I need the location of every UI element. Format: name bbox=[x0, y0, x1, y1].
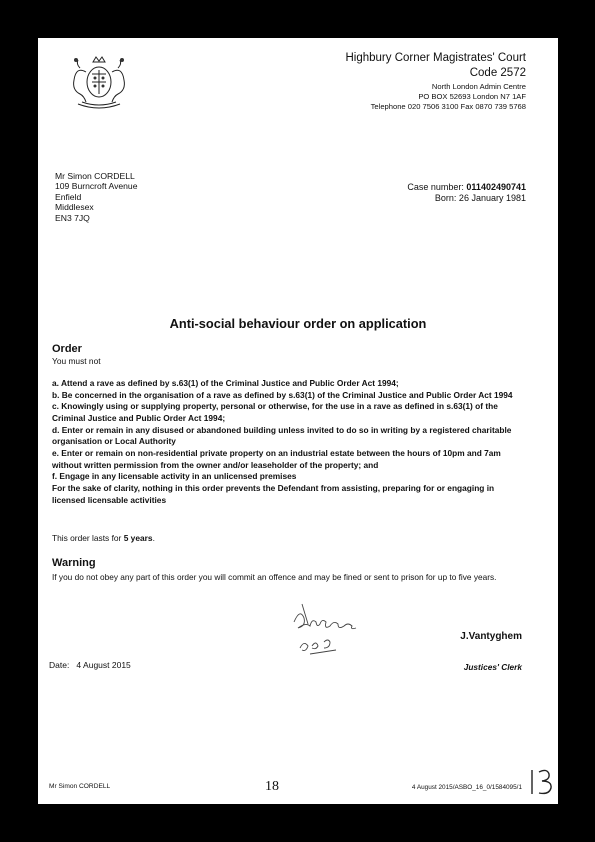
order-condition: b. Be concerned in the organisation of a rave as defined by s.63(1) of the Criminal Justice and Public Order Act 1994 bbox=[52, 389, 513, 400]
order-duration-suffix: . bbox=[152, 533, 155, 543]
order-clarification: For the sake of clarity, nothing in this order prevents the Defendant from assisting, preparing for or engaging in licensed licensable activities bbox=[52, 482, 495, 505]
handwritten-signature bbox=[288, 598, 388, 660]
warning-text: If you do not obey any part of this order you will commit an offence and may be fined or sent to prison for up to five years. bbox=[52, 572, 497, 582]
document-page bbox=[38, 38, 558, 804]
footer-reference: 4 August 2015/ASBO_16_0/1584095/1 bbox=[411, 784, 522, 791]
address-line: EN3 7JQ bbox=[55, 212, 90, 223]
court-po-box: PO BOX 52693 London N7 1AF bbox=[418, 92, 526, 101]
address-line: Enfield bbox=[55, 191, 82, 202]
recipient-address-block bbox=[55, 171, 138, 223]
case-info bbox=[407, 182, 526, 204]
date-of-birth: Born: 26 January 1981 bbox=[434, 193, 526, 203]
order-condition: f. Engage in any licensable activity in an unlicensed premises bbox=[52, 471, 297, 482]
case-number-label: Case number: bbox=[407, 182, 464, 192]
order-condition: e. Enter or remain on non-residential private property on an industrial estate between the hours of 10pm and 7am without written permission from the owner and/or leaseholder of the property; and bbox=[52, 447, 501, 470]
order-duration bbox=[52, 533, 155, 543]
order-condition: c. Knowingly using or supplying property, personal or otherwise, for the use in a rave as defined in s.63(1) of the Criminal Justice and Public Order Act 1994; bbox=[52, 401, 498, 423]
warning-heading: Warning bbox=[52, 557, 96, 569]
page-number: 18 bbox=[265, 779, 279, 794]
order-date bbox=[49, 660, 131, 670]
date-label: Date: bbox=[49, 660, 70, 670]
recipient-name: Mr Simon CORDELL bbox=[55, 171, 135, 181]
order-duration-value: 5 years bbox=[123, 533, 153, 543]
handwritten-page-number bbox=[527, 766, 559, 798]
signatory-role: Justices' Clerk bbox=[463, 662, 522, 672]
order-heading: Order bbox=[52, 343, 82, 355]
court-admin-centre: North London Admin Centre bbox=[431, 82, 526, 91]
address-line: 109 Burncroft Avenue bbox=[55, 181, 138, 192]
address-line: Middlesex bbox=[55, 202, 94, 213]
order-duration-prefix: This order lasts for bbox=[52, 533, 124, 543]
footer-name: Mr Simon CORDELL bbox=[49, 783, 111, 790]
case-number: 011402490741 bbox=[466, 182, 526, 192]
date-value: 4 August 2015 bbox=[76, 660, 131, 670]
royal-coat-of-arms-icon bbox=[66, 52, 132, 112]
court-code: Code 2572 bbox=[469, 67, 526, 79]
court-name: Highbury Corner Magistrates' Court bbox=[345, 52, 526, 64]
signatory-name: J.Vantyghem bbox=[460, 631, 522, 642]
order-condition: a. Attend a rave as defined by s.63(1) of the Criminal Justice and Public Order Act 1994; bbox=[52, 378, 399, 388]
order-condition: d. Enter or remain in any disused or abandoned building unless invited to do so in writing by a registered charitable organisation or Local Authority bbox=[52, 424, 512, 447]
order-intro: You must not bbox=[52, 356, 101, 366]
court-telephone: Telephone 020 7506 3100 Fax 0870 739 5768 bbox=[370, 102, 526, 111]
document-title: Anti-social behaviour order on application bbox=[169, 316, 427, 331]
order-conditions-list bbox=[52, 378, 522, 506]
